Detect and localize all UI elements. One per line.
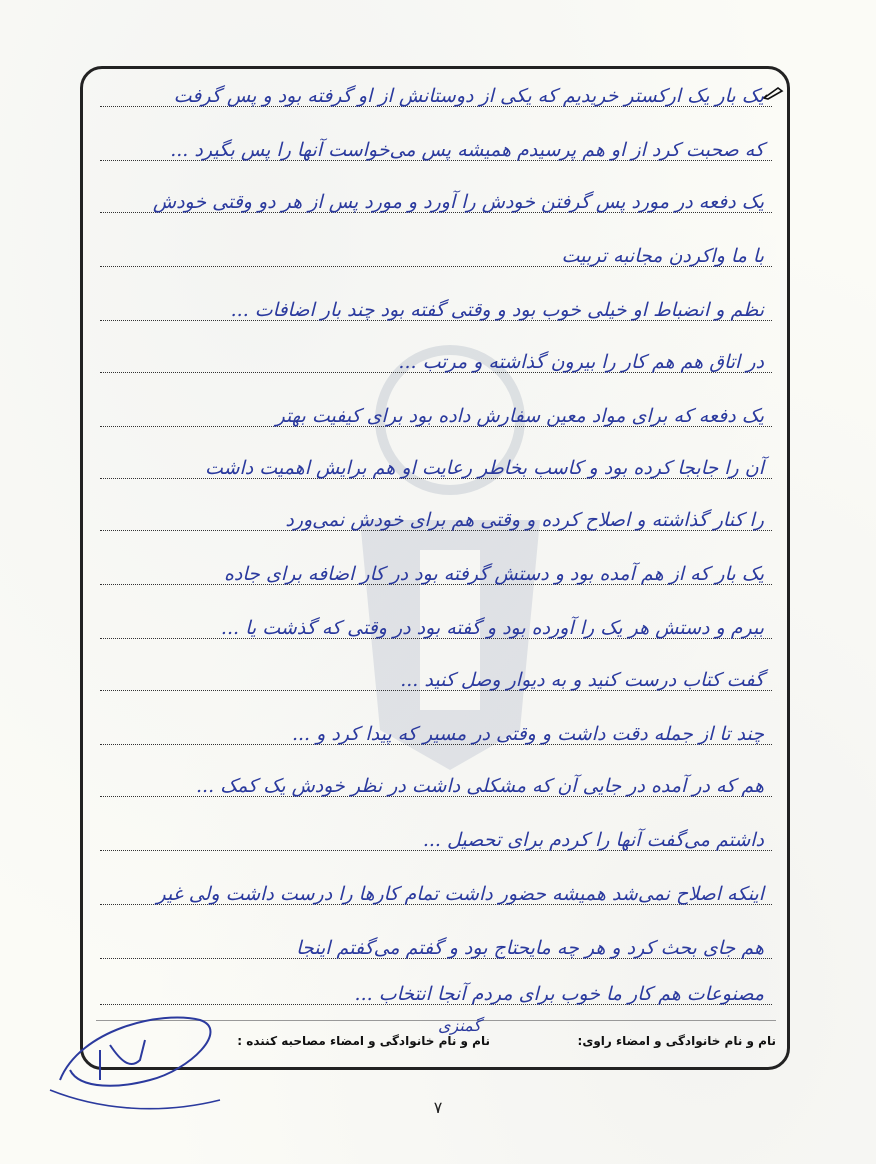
handwritten-line: نظم و انضباط او خیلی خوب بود و وقتی گفته بود چند بار اضافات ... — [230, 299, 764, 321]
narrator-name-label: نام و نام خانوادگی و امضاء راوی: — [577, 1034, 776, 1048]
handwritten-line: را کنار گذاشته و اصلاح کرده و وقتی هم برای خودش نمی‌ورد — [285, 509, 764, 531]
handwritten-line: یک دفعه در مورد پس گرفتن خودش را آورد و مورد پس از هر دو وقتی خودش — [152, 191, 764, 213]
pen-icon — [762, 86, 784, 100]
handwritten-line: هم که در آمده در جایی آن که مشکلی داشت در نظر خودش یک کمک ... — [196, 775, 764, 797]
handwritten-line: داشتم می‌گفت آنها را کردم برای تحصیل ... — [422, 829, 764, 851]
handwritten-line: مصنوعات هم کار ما خوب برای مردم آنجا انتخاب ... — [354, 983, 764, 1005]
handwritten-line: که صحبت کرد از او هم پرسیدم همیشه پس می‌خواست آنها را پس بگیرد ... — [170, 139, 764, 161]
page-number: ۷ — [433, 1098, 443, 1117]
handwritten-line: ببرم و دستش هر یک را آورده بود و گفته بود در وقتی که گذشت یا ... — [220, 617, 764, 639]
handwritten-line: در اتاق هم هم کار را بیرون گذاشته و مرتب ... — [398, 351, 764, 373]
interviewer-signature-value: گمنزی — [438, 1016, 482, 1035]
handwritten-line: آن را جابجا کرده بود و کاسب بخاطر رعایت او هم برایش اهمیت داشت — [204, 457, 764, 479]
handwritten-line: هم جای بحث کرد و هر چه مایحتاج بود و گفتم می‌گفتم اینجا — [296, 937, 764, 959]
handwritten-line: یک بار یک ارکستر خریدیم که یکی از دوستانش از او گرفته بود و پس گرفت — [173, 85, 764, 107]
handwritten-line: اینکه اصلاح نمی‌شد همیشه حضور داشت تمام کارها را درست داشت ولی غیر — [156, 883, 764, 905]
handwritten-line: گفت کتاب درست کنید و به دیوار وصل کنید ... — [400, 669, 764, 691]
handwritten-line: چند تا از جمله دقت داشت و وقتی در مسیر که پیدا کرد و ... — [291, 723, 764, 745]
handwritten-line: با ما واکردن مجانبه تربیت — [561, 245, 764, 267]
handwritten-line: یک دفعه که برای مواد معین سفارش داده بود برای کیفیت بهتر — [275, 405, 764, 427]
interviewer-name-label: نام و نام خانوادگی و امضاء مصاحبه کننده : — [237, 1034, 490, 1048]
handwritten-line: یک بار که از هم آمده بود و دستش گرفته بود در کار اضافه برای جاده — [223, 563, 764, 585]
